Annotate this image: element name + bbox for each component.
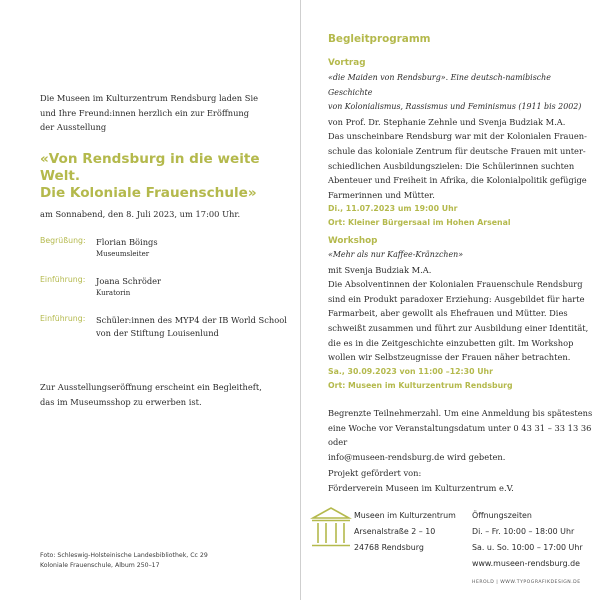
lecture-line: schule das koloniale Zentrum für deutsche Frauen mit unter- <box>328 145 586 156</box>
program-role: Kuratorin <box>96 289 131 297</box>
funding-line: Projekt gefördert von: <box>328 468 422 478</box>
right-page <box>300 0 600 600</box>
lecture-line: Farmerinnen und Mütter. <box>328 189 435 200</box>
program-name: Florian Böings <box>96 237 158 247</box>
address-line: Arsenalstraße 2 – 10 <box>354 527 436 536</box>
program-row <box>40 236 295 260</box>
lecture-place: Ort: Kleiner Bürgersaal im Hohen Arsenal <box>328 218 511 228</box>
program-row <box>40 275 295 299</box>
lecture-line: Abenteuer und Freiheit in Afrika, die Kolonialpolitik gefügige <box>328 175 587 186</box>
workshop-speaker: mit Svenja Budziak M.A. <box>328 264 432 275</box>
photo-caption <box>40 551 290 571</box>
program-list <box>40 236 295 340</box>
program-name: Joana Schröder <box>96 276 162 286</box>
workshop-place: Ort: Museen im Kulturzentrum Rendsburg <box>328 380 513 390</box>
workshop-date: Sa., 30.09.2023 von 11:00 –12:30 Uhr <box>328 366 493 376</box>
workshop-description <box>328 277 596 365</box>
workshop-title: «Mehr als nur Kaffee-Kränzchen» <box>328 250 464 259</box>
lecture-block <box>328 58 596 230</box>
website-link[interactable]: www.museen-rendsburg.de <box>472 559 581 568</box>
workshop-line: sind ein Produkt paradoxer Erziehung: Ausgebildet für harte <box>328 293 585 304</box>
opening-date: am Sonnabend, den 8. Juli 2023, um 17:00 Uhr. <box>40 209 241 219</box>
lecture-line: Das unscheinbare Rendsburg war mit der Kolonialen Frauen- <box>328 131 587 142</box>
registration-line: eine Woche vor Veranstaltungsdatum unter 0 43 31 – 33 13 36 oder <box>328 422 592 448</box>
program-label: Begrüßung: <box>40 236 86 245</box>
address-line: Museen im Kulturzentrum <box>354 511 456 520</box>
workshop-line: schweißt zusammen und führt zur Ausbildung einer Identität, <box>328 322 589 333</box>
lecture-speaker: von Prof. Dr. Stephanie Zehnle und Svenja Budziak M.A. <box>328 116 566 127</box>
registration-note <box>328 406 596 464</box>
lecture-line: schiedlichen Ausbildungszielen: Die Schülerinnen suchten <box>328 160 575 171</box>
program-row <box>40 314 295 340</box>
lecture-title-line: «die Maiden von Rendsburg». Eine deutsch-namibische Geschichte <box>328 73 551 97</box>
section-heading: Begleitprogramm <box>328 33 431 45</box>
program-name: Schüler:innen des MYP4 der IB World School <box>96 315 287 325</box>
address-line: 24768 Rendsburg <box>354 543 424 552</box>
invitation-intro <box>40 91 290 135</box>
hours-line: Di. – Fr. 10:00 – 18:00 Uhr <box>472 527 575 536</box>
museum-address <box>354 508 479 556</box>
workshop-line: die es in die Zeitgeschichte einzubetten gilt. Im Workshop <box>328 337 574 348</box>
workshop-line: Farmarbeit, aber gewollt als Ehefrauen und Mütter. Dies <box>328 308 568 319</box>
funding-line: Förderverein Museen im Kulturzentrum e.V. <box>328 482 514 493</box>
catalog-note <box>40 380 290 409</box>
lecture-label: Vortrag <box>328 58 366 68</box>
design-credit: HEROLD | WWW.TYPOGRAFIKDESIGN.DE <box>472 580 581 585</box>
caption-line: Foto: Schleswig-Holsteinische Landesbibliothek, Cc 29 <box>40 552 208 559</box>
program-role: Museumsleiter <box>96 250 150 258</box>
workshop-line: Die Absolventinnen der Kolonialen Frauenschule Rendsburg <box>328 279 583 290</box>
intro-line: und Ihre Freund:innen herzlich ein zur Eröffnung <box>40 107 250 118</box>
program-label: Einführung: <box>40 314 86 323</box>
registration-line: info@museen-rendsburg.de wird gebeten. <box>328 451 506 462</box>
catalog-line: Zur Ausstellungseröffnung erscheint ein Begleitheft, <box>40 382 262 392</box>
hours-line: Sa. u. So. 10:00 – 17:00 Uhr <box>472 543 583 552</box>
opening-hours <box>472 508 597 572</box>
funding-note <box>328 466 596 495</box>
registration-line: Begrenzte Teilnehmerzahl. Um eine Anmeldung bis spätestens <box>328 408 593 418</box>
catalog-line: das im Museumsshop zu erwerben ist. <box>40 396 202 407</box>
program-label: Einführung: <box>40 275 86 284</box>
workshop-line: wollen wir Selbstzeugnisse der Frauen näher betrachten. <box>328 352 571 363</box>
intro-line: Die Museen im Kulturzentrum Rendsburg laden Sie <box>40 93 259 103</box>
workshop-label: Workshop <box>328 236 378 246</box>
lecture-description <box>328 129 596 202</box>
lecture-date: Di., 11.07.2023 um 19:00 Uhr <box>328 204 458 214</box>
caption-line: Koloniale Frauenschule, Album 250–17 <box>40 562 160 569</box>
program-role: von der Stiftung Louisenlund <box>96 328 219 338</box>
lecture-title <box>328 71 596 115</box>
intro-line: der Ausstellung <box>40 122 107 133</box>
exhibition-title: «Von Rendsburg in die weite Welt. Die Koloniale Frauenschule» <box>40 151 260 201</box>
lecture-title-line: von Kolonialismus, Rassismus und Feminismus (1911 bis 2002) <box>328 102 582 112</box>
workshop-block <box>328 236 596 392</box>
museum-building-icon <box>310 505 352 549</box>
hours-line: Öffnungszeiten <box>472 511 532 520</box>
